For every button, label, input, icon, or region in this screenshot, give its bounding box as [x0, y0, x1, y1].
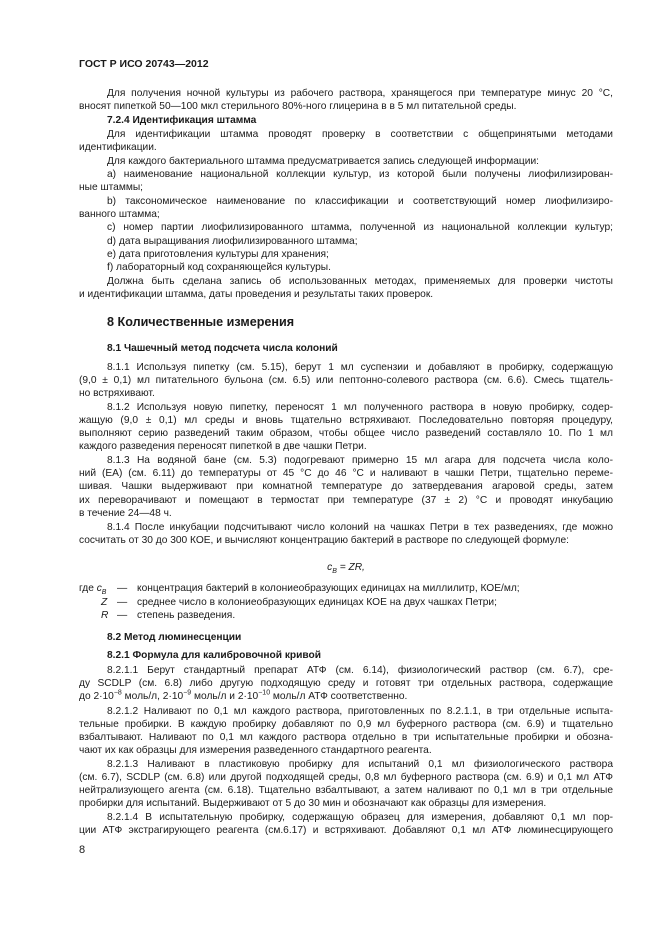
intro-line-1: Для получения ночной культуры из рабочего раствора, хранящегося при температуре минус 20 °С,	[107, 88, 613, 99]
s724-item-c: c) номер партии лиофилизированного штамма, полученной из национальной коллекции культур;	[107, 222, 613, 233]
formula-rest: = ZR,	[336, 562, 365, 573]
section-8-2-1-title: 8.2.1 Формула для калибровочной кривой	[107, 650, 322, 661]
section-7-2-4-title: 7.2.4 Идентификация штамма	[107, 115, 257, 126]
s724-item-d: d) дата выращивания лиофилизированного штамма;	[107, 236, 358, 247]
standard-header: ГОСТ Р ИСО 20743—2012	[79, 58, 209, 70]
var-cb-text: концентрация бактерий в колониеобразующих единицах на миллилитр, КОЕ/мл;	[137, 583, 520, 594]
var-z-symbol: Z	[101, 597, 108, 608]
var-cb-symbol: c	[96, 583, 102, 594]
s724-p3-line-1: Должна быть сделана запись об использованных методах, применяемых для проверки чистоты	[107, 276, 613, 287]
s724-item-a-line-1: a) наименование национальной коллекции культур, из которой были получены лиофилизирован-	[107, 169, 613, 180]
section-8-1-title: 8.1 Чашечный метод подсчета числа колоний	[107, 343, 338, 354]
where-dash-1: —	[117, 583, 128, 594]
where-dash-2: —	[117, 597, 128, 608]
s724-item-f: f) лабораторный код сохраняющейся культуры.	[107, 262, 331, 273]
section-8-title: 8 Количественные измерения	[107, 315, 295, 329]
p8212-line-3: взбалтывают. Наливают по 0,1 мл каждого раствора отдельно в три испытательные пробирки и обозна-	[79, 732, 613, 743]
p812-line-3: выполняют серию разведений таким образом, чтобы общее число разведений составляло 10. По 1 мл	[79, 428, 613, 439]
intro-line-2: вносят пипеткой 50—100 мкл стерильного 80%-ного глицерина в в 5 мл питательной среды.	[79, 101, 517, 112]
p813-line-3: шивая. Чашки выдерживают при комнатной температуре до затвердевания агаровой среды, затем	[79, 481, 613, 492]
formula-c: c	[327, 562, 333, 573]
p8211-l3-d: моль/л АТФ соответственно.	[270, 691, 408, 702]
var-r-symbol: R	[101, 610, 109, 621]
s724-p3-line-2: и идентификации штамма, даты проведения и результаты таких проверок.	[79, 289, 434, 300]
p812-line-2: жащую (9,0 ± 0,1) мл среды и вновь тщательно встряхивают. Последовательно повторяя процедуру,	[79, 415, 613, 426]
s724-item-b-line-1: b) таксономическое наименование по классификации и соответствующий номер лиофилизиро-	[107, 196, 613, 207]
where-row-1	[79, 582, 613, 595]
p8213-line-2: (см. 6.7), SCDLP (см. 6.8) или другой подходящей среды, 0,8 мл буферного раствора (см. 6.9) и 0,1 мл АТФ	[79, 772, 613, 783]
exp-1: −8	[113, 689, 122, 697]
p813-line-5: в течение 24—48 ч.	[79, 508, 172, 519]
p8211-line-1: 8.2.1.1 Берут стандартный препарат АТФ (см. 6.14), физиологический раствор (см. 6.7), сре-	[107, 665, 613, 676]
p8212-line-1: 8.2.1.2 Наливают по 0,1 мл каждого раствора, приготовленных по 8.2.1.1, в три отдельные испыта-	[107, 706, 613, 717]
p814-line-2: сосчитать от 30 до 300 КОЕ, и вычисляют концентрацию бактерий в растворе по следующей формуле:	[79, 535, 569, 546]
p813-line-1: 8.1.3 На водяной бане (см. 5.3) подогревают примерно 15 мл агара для подсчета числа коло-	[107, 455, 613, 466]
p8211-l3-a: до 2·10	[79, 691, 114, 702]
exp-3: −10	[258, 689, 271, 697]
p813-line-2: ний (ЕА) (см. 6.11) до температуры от 45 °С до 46 °С и наливают в чашки Петри, тщательно переме-	[79, 468, 613, 479]
p8214-line-2: ции АТФ экстрагирующего реагента (см.6.17) и встряхивают. Добавляют 0,1 мл АТФ люминесцирующего	[79, 825, 613, 836]
where-dash-3: —	[117, 610, 128, 621]
s724-p2: Для каждого бактериального штамма предусматривается запись следующей информации:	[107, 156, 539, 167]
formula-subscript: B	[332, 568, 337, 576]
var-r-text: степень разведения.	[137, 610, 236, 621]
p812-line-1: 8.1.2 Используя новую пипетку, переносят 1 мл полученного раствора в новую пробирку, содер-	[107, 402, 613, 413]
p814-line-1: 8.1.4 После инкубации подсчитывают число колоний на чашках Петри в тех разведениях, где можно	[107, 522, 613, 533]
where-word: где	[79, 583, 97, 594]
p8211-l3-b: моль/л, 2·10	[121, 691, 184, 702]
s724-item-e: e) дата приготовления культуры для хранения;	[107, 249, 329, 260]
p8213-line-3: нейтрализующего агента (см. 6.18). Тщательно взбалтывают, а затем наливают по 0,1 мл в три отдельные	[79, 785, 613, 796]
s724-item-b-line-2: ванного штамма;	[79, 209, 160, 220]
p811-line-1: 8.1.1 Используя пипетку (см. 5.15), берут 1 мл суспензии и добавляют в пробирку, содержащую	[107, 362, 613, 373]
exp-2: −9	[183, 689, 192, 697]
p8214-line-1: 8.2.1.4 В испытательную пробирку, содержащую образец для измерения, добавляют 0,1 мл пор-	[107, 812, 613, 823]
formula	[79, 561, 613, 574]
p8212-line-2: тельные пробирки. В каждую пробирку добавляют по 0,9 мл буферного раствора (см. 6.9) и тщательно	[79, 719, 613, 730]
p8213-line-4: пробирки для испытаний. Выдерживают от 5 до 30 мин и обозначают как образцы для измерения.	[79, 798, 547, 809]
var-cb-subscript: B	[101, 589, 107, 597]
p811-line-2: (9,0 ± 0,1) мл питательного бульона (см. 6.5) или пептонно-солевого раствора (см. 6.6). Смесь тщатель-	[79, 375, 613, 386]
p8212-line-4: чают их как образцы для измерения разведенного стандартного реагента.	[79, 745, 432, 756]
s724-p1-line-2: идентификации.	[79, 142, 157, 153]
p813-line-4: их переворачивают и помещают в термостат при температуре (37 ± 2) °С и проводят инкубацию	[79, 495, 613, 506]
section-8-2-title: 8.2 Метод люминесценции	[107, 632, 242, 643]
p8211-line-2: ду SCDLP (см. 6.8) либо другую подходящую среду и готовят три отдельных раствора, содержащие	[79, 678, 613, 689]
p812-line-4: каждого разведения переносят пипеткой в две чашки Петри.	[79, 441, 367, 452]
p8213-line-1: 8.2.1.3 Наливают в пластиковую пробирку для испытаний 0,1 мл физиологического раствора	[107, 759, 613, 770]
var-z-text: среднее число в колониеобразующих единицах КОЕ на двух чашках Петри;	[137, 597, 497, 608]
page-number: 8	[79, 844, 86, 856]
p811-line-3: но встряхивают.	[79, 388, 155, 399]
s724-p1-line-1: Для идентификации штамма проводят проверку в соответствии с общепринятыми методами	[107, 129, 613, 140]
s724-item-a-line-2: ные штаммы;	[79, 182, 143, 193]
p8211-line-3	[79, 690, 613, 703]
p8211-l3-c: моль/л и 2·10	[191, 691, 259, 702]
